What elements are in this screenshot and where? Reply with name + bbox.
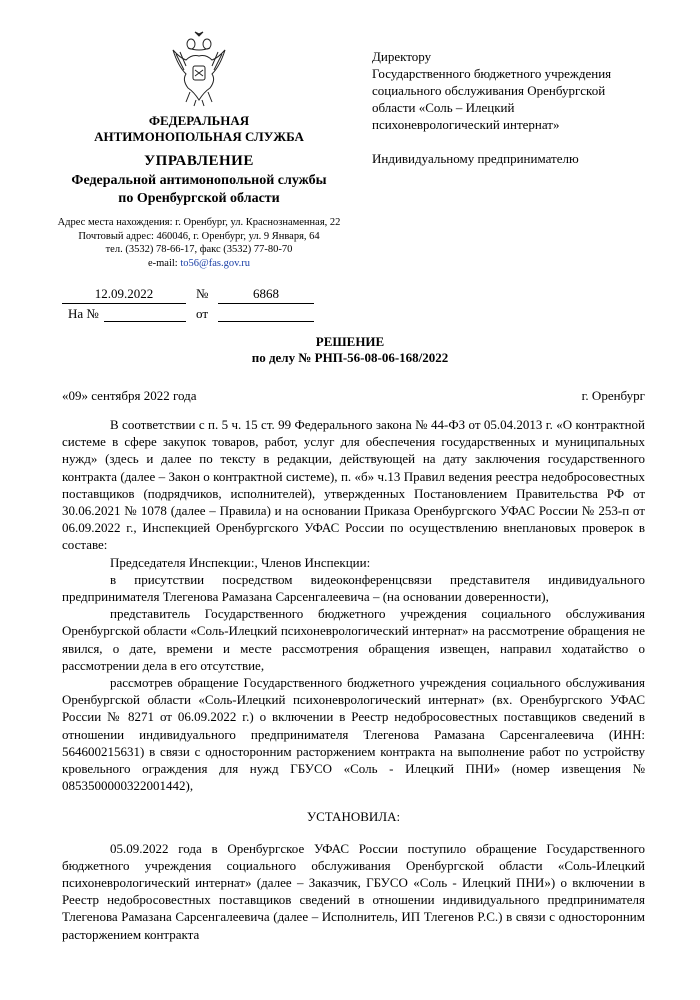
agency-line1: ФЕДЕРАЛЬНАЯ bbox=[148, 113, 250, 128]
established-heading: УСТАНОВИЛА: bbox=[306, 809, 401, 825]
address-email-line bbox=[34, 257, 364, 271]
body-paragraph-5: рассмотрев обращение Государственного бюджетного учреждения социального обслуживания Оренбургской области «Соль-Илецкий психоневрологический интернат» (вх. Оренбургского УФАС России № 8271 от 06.09.2022 г.) о включении в Реестр недобросовестных поставщиков сведений в отношении индивидуального предпринимателя Тлегенова Рамазана Сарсенгалеевича (ИНН: 564600215631) в связи с односторонним расторжением контракта на выполнение работ по устройству кровельного ограждения для нужд ГБУСО «Соль - Илецкий ПНИ» (номер извещения № 0853500000322001442), bbox=[62, 675, 645, 794]
agency-line2: АНТИМОНОПОЛЬНАЯ СЛУЖБА bbox=[94, 129, 304, 144]
registration-date: 12.09.2022 bbox=[62, 286, 186, 304]
registration-number-label: № bbox=[196, 286, 209, 301]
addressee-block bbox=[372, 48, 672, 167]
decision-date-line bbox=[62, 388, 645, 404]
decision-title: РЕШЕНИЕ bbox=[315, 334, 385, 349]
address-postal: Почтовый адрес: 460046, г. Оренбург, ул. 9 Января, 64 bbox=[78, 230, 320, 242]
decision-body bbox=[62, 416, 645, 943]
body-paragraph-3: в присутствии посредством видеоконференцсвязи представителя индивидуального предпринимателя Тлегенова Рамазана Сарсенгалеевича – (на основании доверенности), bbox=[62, 571, 645, 605]
reference-date-blank bbox=[218, 306, 314, 322]
decision-case-number: по делу № РНП-56-08-06-168/2022 bbox=[251, 350, 449, 365]
reference-number-label: На № bbox=[68, 306, 99, 321]
body-paragraph-4: представитель Государственного бюджетного учреждения социального обслуживания Оренбургской области «Соль-Илецкий психоневрологический интернат» на рассмотрение обращения не явился, о дате, времени и месте рассмотрения обращения извещен, направил ходатайство о рассмотрении дела в его отсутствие, bbox=[62, 606, 645, 673]
decision-city: г. Оренбург bbox=[581, 388, 645, 403]
address-location: Адрес места нахождения: г. Оренбург, ул. Краснознаменная, 22 bbox=[57, 217, 341, 228]
address-block bbox=[34, 216, 364, 270]
agency-name bbox=[34, 113, 364, 145]
addressee-line4: области «Соль – Илецкий bbox=[372, 100, 515, 115]
department-subtitle bbox=[34, 172, 364, 208]
email-label: e-mail: bbox=[147, 257, 181, 269]
department-sub-line2: по Оренбургской области bbox=[118, 191, 280, 206]
email-link[interactable]: to56@fas.gov.ru bbox=[180, 257, 251, 269]
addressee-line5: психоневрологический интернат» bbox=[372, 117, 560, 132]
body-paragraph-6: 05.09.2022 года в Оренбургское УФАС России поступило обращение Государственного бюджетного учреждения социального обслуживания Оренбургской области «Соль-Илецкий психоневрологический интернат» (далее – Заказчик, ГБУСО «Соль - Илецкий ПНИ») о включении в Реестр недобросовестных поставщиков сведений в отношении индивидуального предпринимателя Тлегенова Рамазана Сарсенгалеевича (далее – Исполнитель, ИП Тлегенов Р.С.) в связи с односторонним расторжением контракта bbox=[62, 840, 645, 942]
decision-date: «09» сентября 2022 года bbox=[62, 388, 197, 403]
body-paragraph-1: В соответствии с п. 5 ч. 15 ст. 99 Федерального закона № 44-ФЗ от 05.04.2013 г. «О контрактной системе в сфере закупок товаров, работ, услуг для обеспечения государственных и муниципальных нужд» (здесь и далее по тексту в редакции, действующей на дату заключения государственного контракта (далее – Закон о контрактной системе), п. «б» ч.13 Правил ведения реестра недобросовестных поставщиков (подрядчиков, исполнителей), утвержденных Постановлением Правительства РФ от 30.06.2021 № 1078 (далее – Правила) и на основании Приказа Оренбургского УФАС России № 253-п от 06.09.2022 г., Инспекцией Оренбургского УФАС России по осуществлению внеплановых проверок в составе: bbox=[62, 417, 645, 553]
addressee-line3: социального обслуживания Оренбургской bbox=[372, 83, 606, 98]
addressee-line6: Индивидуальному предпринимателю bbox=[372, 151, 579, 166]
department-title: УПРАВЛЕНИЕ bbox=[144, 153, 254, 169]
addressee-line2: Государственного бюджетного учреждения bbox=[372, 66, 612, 81]
registration-number: 6868 bbox=[218, 286, 314, 304]
reference-from-label: от bbox=[196, 306, 209, 321]
coat-of-arms-emblem bbox=[168, 30, 230, 108]
address-phones: тел. (3532) 78-66-17, факс (3532) 77-80-70 bbox=[105, 244, 293, 255]
body-paragraph-2: Председателя Инспекции:, Членов Инспекции: bbox=[110, 554, 371, 570]
reference-number-blank bbox=[104, 306, 186, 322]
department-sub-line1: Федеральной антимонопольной службы bbox=[71, 173, 327, 188]
addressee-line1: Директору bbox=[372, 49, 432, 64]
